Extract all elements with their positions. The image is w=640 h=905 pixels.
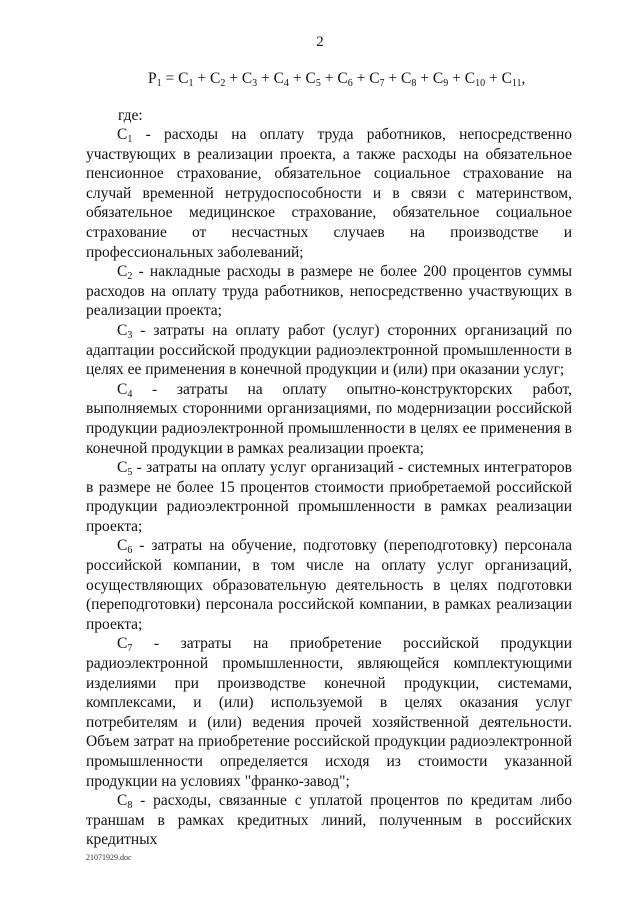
definition-paragraph: [86, 458, 572, 536]
formula-term: C: [501, 70, 512, 87]
definition-paragraph: [86, 791, 572, 850]
definition-paragraph: [86, 125, 572, 262]
definition-text: - затраты на оплату работ (услуг) сторонних организаций по адаптации российской продукции радиоэлектронной промышленности в целях ее применения в конечной продукции и (или) при оказании услуг;: [86, 321, 572, 379]
formula-term-subscript: 9: [443, 78, 449, 89]
document-footer-filename: 21071929.doc: [86, 853, 132, 862]
definition-symbol-base: C: [117, 537, 128, 555]
definition-symbol-subscript: 1: [127, 134, 133, 145]
definition-symbol-base: C: [117, 321, 128, 339]
formula-term-subscript: 1: [188, 78, 194, 89]
formula-term: C: [178, 70, 189, 87]
definition-text: - расходы на оплату труда работников, непосредственно участвующих в реализации проекта, а также расходы на обязательное пенсионное страхование, обязательное социальное страхование на случай временной нетрудоспособности и в связи с материнством, обязательное медицинское страхование, обязательное социальное страхование от несчастных случаев на производстве и профессиональных заболеваний;: [86, 126, 572, 261]
formula: $P_1 = C_1 + C_2 + C_3 + C_4 + C_5 + C_6 + C_7 + C_8 + C_9 + C_{10} + C_{11}$,: [148, 70, 526, 89]
formula-term-subscript: 11: [511, 78, 522, 89]
definition-symbol-subscript: 8: [127, 800, 133, 812]
definition-paragraph: [86, 634, 572, 791]
definition-symbol-subscript: 4: [127, 388, 133, 400]
definition-symbol-base: C: [117, 380, 128, 398]
definition-symbol-base: C: [117, 792, 128, 810]
formula-lhs-subscript: 1: [156, 78, 162, 89]
definition-text: - расходы, связанные с уплатой процентов по кредитам либо траншам в рамках кредитных линий, полученным в российских кредитных: [86, 792, 572, 849]
formula-term: C: [241, 70, 253, 87]
definition-symbol-subscript: 5: [127, 467, 133, 479]
definition-symbol-base: C: [117, 459, 128, 477]
definition-symbol-subscript: 6: [127, 545, 133, 557]
definition-symbol: [117, 381, 132, 398]
formula-term: C: [401, 70, 412, 87]
formula-term-subscript: 2: [220, 78, 226, 89]
page-number: 2: [316, 34, 324, 50]
definition-symbol: [117, 635, 133, 655]
definition-symbol-subscript: 3: [127, 329, 133, 341]
formula-term: C: [305, 70, 316, 87]
formula-trailing: ,: [521, 70, 526, 87]
definition-text: - затраты на приобретение российской продукции радиоэлектронной промышленности, являющейся комплектующими изделиями при производстве конечной продукции, системами, комплексами, и (или) используемой в целях оказания услуг потребителям и (или) ведения прочей хозяйственной деятельности. Объем затрат на приобретение российской продукции радиоэлектронной промышленности определяется исходя из стоимости указанной продукции на условиях "франко-завод";: [86, 635, 572, 790]
definition-symbol-subscript: 2: [127, 271, 133, 283]
definition-paragraph: [86, 321, 572, 380]
where-label: где:: [118, 107, 143, 124]
formula-term: C: [209, 70, 221, 87]
formula-term-subscript: 5: [315, 78, 321, 89]
definition-symbol: [117, 537, 133, 557]
formula-term-subscript: 7: [379, 78, 385, 89]
definition-symbol-base: C: [117, 126, 128, 143]
formula-term: C: [464, 70, 476, 87]
formula-term: C: [369, 70, 380, 87]
definition-text: - затраты на оплату услуг организаций - системных интеграторов в размере не более 15 процентов стоимости приобретаемой российской продукции радиоэлектронной промышленности в рамках реализации проекта;: [86, 459, 572, 535]
formula-term-subscript: 4: [284, 78, 289, 89]
definition-symbol: [117, 792, 133, 812]
definition-paragraph: [86, 380, 572, 458]
formula-term: C: [273, 70, 284, 87]
formula-term-subscript: 10: [475, 78, 486, 89]
formula-term: C: [432, 70, 444, 87]
formula-lhs: P: [148, 70, 157, 87]
formula-term-subscript: 3: [252, 78, 258, 89]
definition-symbol-base: C: [117, 263, 128, 281]
definition-symbol: [117, 322, 132, 339]
definition-text: - затраты на обучение, подготовку (переподготовку) персонала российской компании, в том числе на оплату услуг организаций, осуществляющих образовательную деятельность в целях подготовки (переподготовки) персонала российской компании, в рамках реализации проекта;: [86, 537, 572, 633]
definition-text: - накладные расходы в размере не более 200 процентов суммы расходов на оплату труда работников, непосредственно участвующих в реализации проекта;: [86, 263, 572, 320]
definition-symbol: [117, 126, 132, 143]
formula-term-subscript: 8: [411, 78, 417, 89]
definition-symbol-subscript: 7: [127, 643, 133, 655]
definition-symbol-base: C: [117, 635, 128, 653]
formula-term-subscript: 6: [347, 78, 353, 89]
definition-paragraph: [86, 262, 572, 321]
definition-paragraph: [86, 536, 572, 634]
definitions-list: [86, 125, 572, 850]
formula-term: C: [337, 70, 348, 87]
definition-symbol: [117, 263, 133, 283]
definition-text: - затраты на оплату опытно-конструкторских работ, выполняемых сторонними организациями, по модернизации российской продукции радиоэлектронной промышленности в целях ее применения в конечной продукции в рамках реализации проекта;: [86, 380, 572, 457]
definition-symbol: [117, 459, 133, 479]
